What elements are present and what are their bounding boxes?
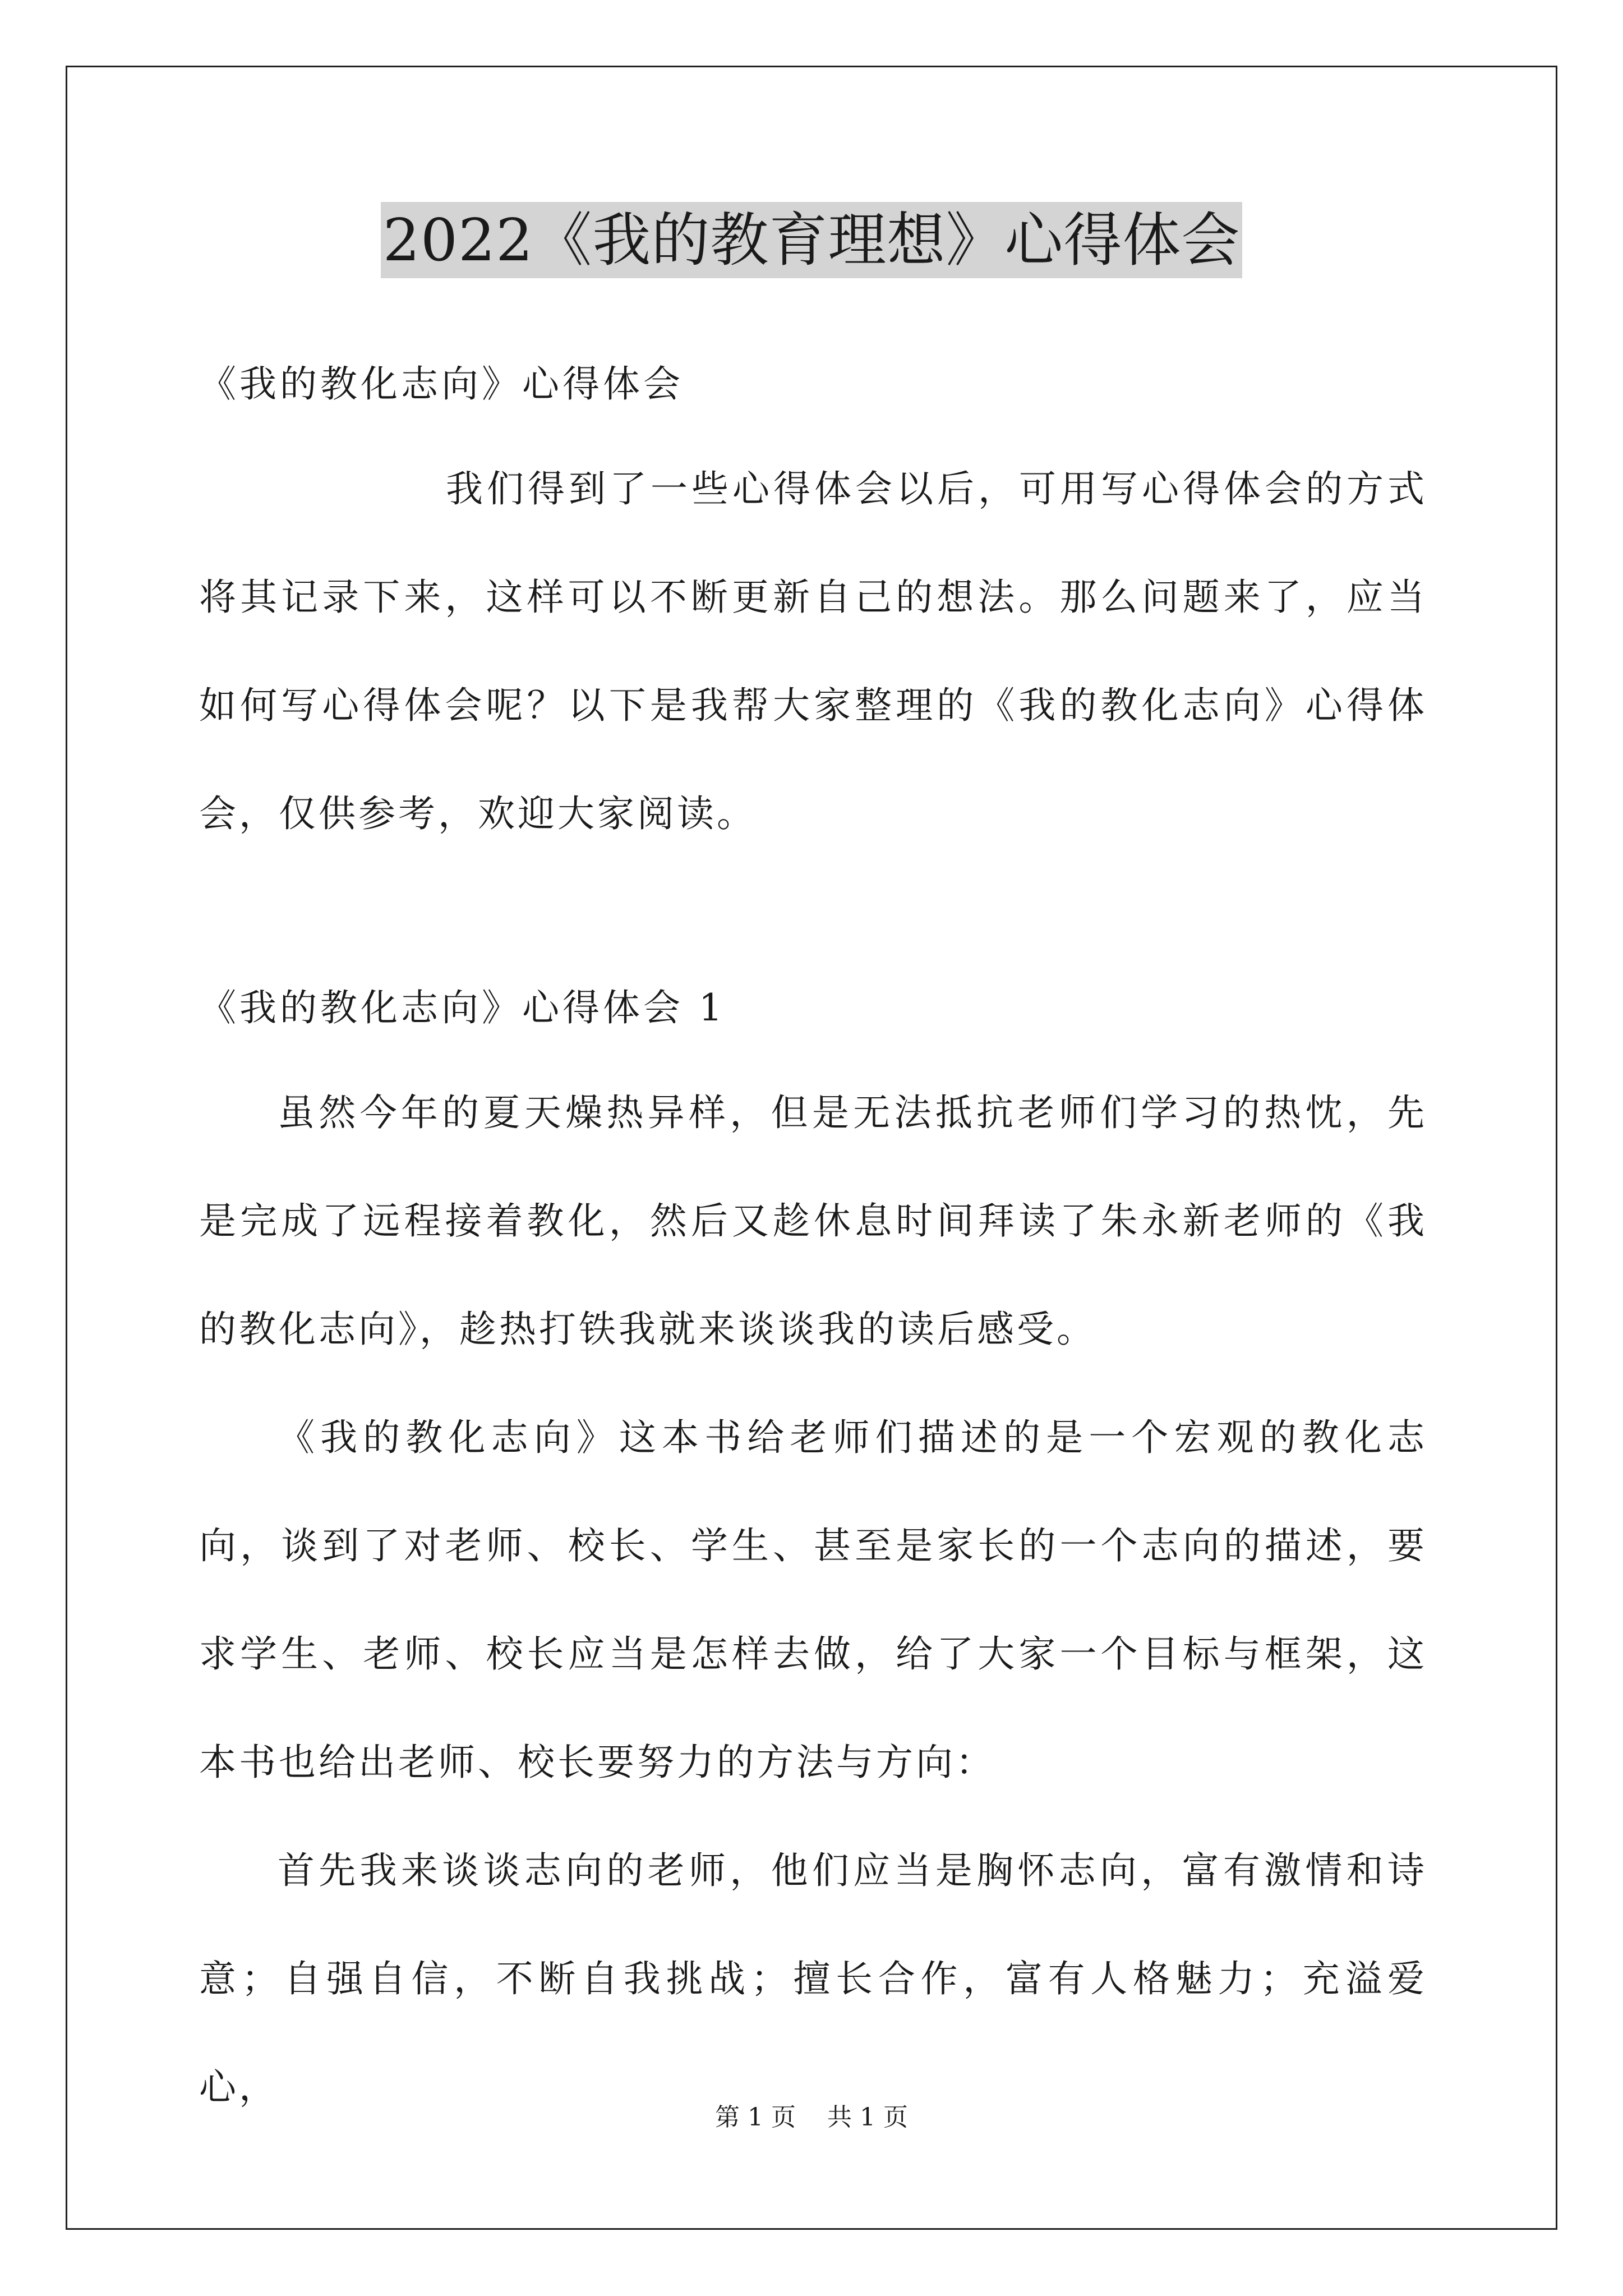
body-paragraph-3: 首先我来谈谈志向的老师，他们应当是胸怀志向，富有激情和诗意；自强自信，不断自我挑战；擅长合作，富有人格魅力；充溢爱心， bbox=[199, 1849, 1427, 2109]
page-number: 第 1 页 bbox=[715, 2103, 796, 2132]
essay-heading: 《我的教化志向》心得体会 1 bbox=[199, 986, 726, 1029]
section-gap bbox=[199, 868, 1427, 958]
document-body bbox=[199, 334, 1427, 2141]
intro-paragraph: 我们得到了一些心得体会以后，可用写心得体会的方式将其记录下来，这样可以不断更新自己的想法。那么问题来了，应当如何写心得体会呢？以下是我帮大家整理的《我的教化志向》心得体会，仅供参考，欢迎大家阅读。 bbox=[199, 467, 1427, 835]
page-footer bbox=[0, 2101, 1623, 2134]
document-title: 2022《我的教育理想》心得体会 bbox=[381, 202, 1243, 278]
title-container bbox=[0, 202, 1623, 278]
body-paragraph-1: 虽然今年的夏天燥热异样，但是无法抵抗老师们学习的热忱，先是完成了远程接着教化，然后又趁休息时间拜读了朱永新老师的《我的教化志向》，趁热打铁我就来谈谈我的读后感受。 bbox=[199, 1091, 1427, 1351]
page-total: 共 1 页 bbox=[827, 2103, 908, 2132]
body-paragraph-2: 《我的教化志向》这本书给老师们描述的是一个宏观的教化志向，谈到了对老师、校长、学生、甚至是家长的一个志向的描述，要求学生、老师、校长应当是怎样去做，给了大家一个目标与框架，这本书也给出老师、校长要努力的方法与方向： bbox=[199, 1416, 1427, 1784]
section-heading: 《我的教化志向》心得体会 bbox=[199, 362, 684, 406]
